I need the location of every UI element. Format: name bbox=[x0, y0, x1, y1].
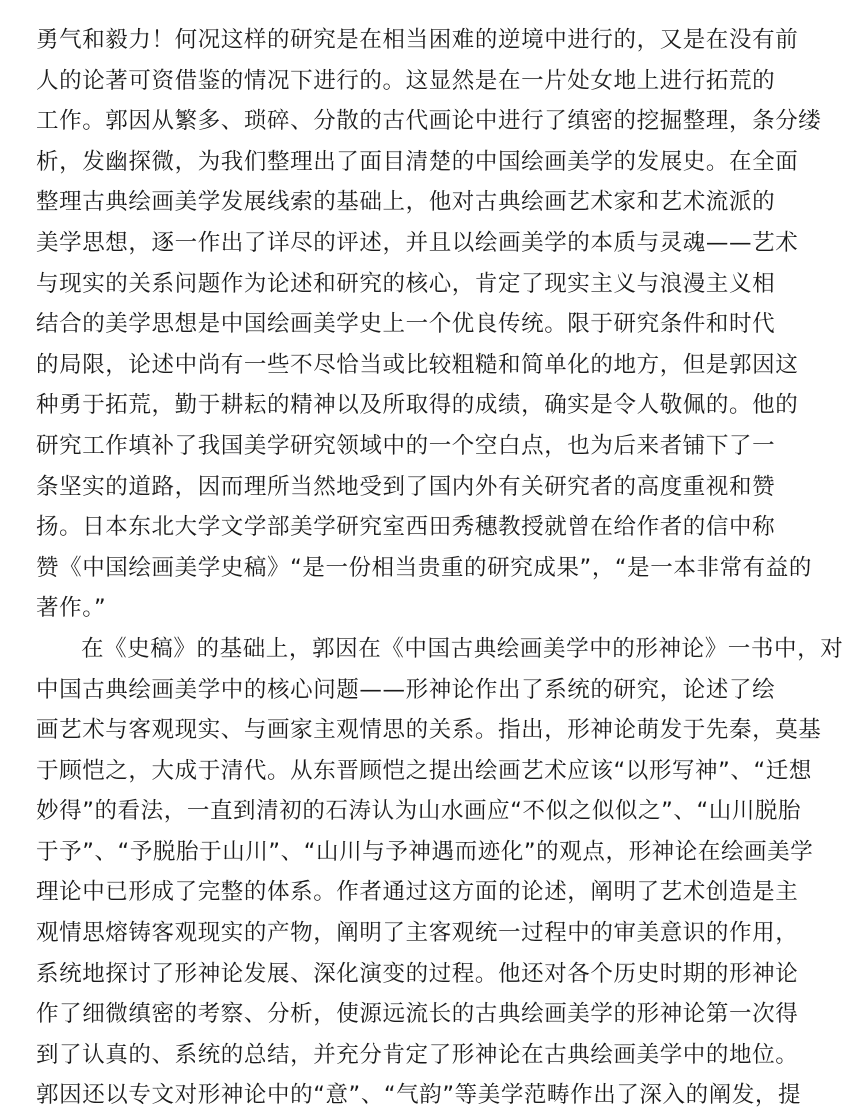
text-line: 理论中已形成了完整的体系。作者通过这方面的论述，阐明了艺术创造是主 bbox=[36, 879, 799, 906]
text-line: 勇气和毅力！何况这样的研究是在相当困难的逆境中进行的，又是在没有前 bbox=[36, 27, 799, 53]
text-line: 人的论著可资借鉴的情况下进行的。这显然是在一片处女地上进行拓荒的 bbox=[36, 67, 776, 94]
text-line: 与现实的关系问题作为论述和研究的核心，肯定了现实主义与浪漫主义相 bbox=[36, 270, 776, 297]
paragraph-start-line: 在《史稿》的基础上，郭因在《中国古典绘画美学中的形神论》一书中，对 bbox=[81, 635, 843, 662]
text-line: 系统地探讨了形神论发展、深化演变的过程。他还对各个历史时期的形神论 bbox=[36, 960, 799, 987]
text-line: 整理古典绘画美学发展线索的基础上，他对古典绘画艺术家和艺术流派的 bbox=[36, 189, 776, 216]
text-line: 到了认真的、系统的总结，并充分肯定了形神论在古典绘画美学中的地位。 bbox=[36, 1041, 799, 1068]
text-line: 观情思熔铸客观现实的产物，阐明了主客观统一过程中的审美意识的作用， bbox=[36, 920, 799, 947]
text-line: 赞《中国绘画美学史稿》“是一份相当贵重的研究成果”，“是一本非常有益的 bbox=[36, 554, 812, 581]
body-text bbox=[36, 20, 843, 1116]
text-line: 研究工作填补了我国美学研究领域中的一个空白点，也为后来者铺下了一 bbox=[36, 432, 776, 459]
text-line: 工作。郭因从繁多、琐碎、分散的古代画论中进行了缜密的挖掘整理，条分缕 bbox=[36, 108, 822, 135]
text-line: 中国古典绘画美学中的核心问题——形神论作出了系统的研究，论述了绘 bbox=[36, 676, 776, 703]
text-line: 画艺术与客观现实、与画家主观情思的关系。指出，形神论萌发于先秦，莫基 bbox=[36, 717, 822, 744]
text-line: 于顾恺之，大成于清代。从东晋顾恺之提出绘画艺术应该“以形写神”、“迁想 bbox=[36, 757, 812, 784]
text-line: 析，发幽探微，为我们整理出了面目清楚的中国绘画美学的发展史。在全面 bbox=[36, 148, 799, 175]
text-line: 美学思想，逐一作出了详尽的评述，并且以绘画美学的本质与灵魂——艺术 bbox=[36, 229, 799, 256]
text-line: 种勇于拓荒，勤于耕耘的精神以及所取得的成绩，确实是令人敬佩的。他的 bbox=[36, 392, 799, 419]
text-line: 结合的美学思想是中国绘画美学史上一个优良传统。限于研究条件和时代 bbox=[36, 311, 776, 338]
text-line: 于予”、“予脱胎于山川”、“山川与予神遇而迹化”的观点，形神论在绘画美学 bbox=[36, 838, 814, 865]
text-line: 作了细微缜密的考察、分析，使源远流长的古典绘画美学的形神论第一次得 bbox=[36, 1001, 799, 1028]
text-line: 扬。日本东北大学文学部美学研究室西田秀穗教授就曾在给作者的信中称 bbox=[36, 514, 776, 541]
text-line: 条坚实的道路，因而理所当然地受到了国内外有关研究者的高度重视和赞 bbox=[36, 473, 776, 500]
text-line: 著作。” bbox=[36, 595, 107, 622]
text-line: 郭因还以专文对形神论中的“意”、“气韵”等美学范畴作出了深入的阐发，提 bbox=[36, 1082, 802, 1109]
text-line: 妙得”的看法，一直到清初的石涛认为山水画应“不似之似似之”、“山川脱胎 bbox=[36, 798, 802, 825]
text-line: 的局限，论述中尚有一些不尽恰当或比较粗糙和简单化的地方，但是郭因这 bbox=[36, 351, 799, 378]
